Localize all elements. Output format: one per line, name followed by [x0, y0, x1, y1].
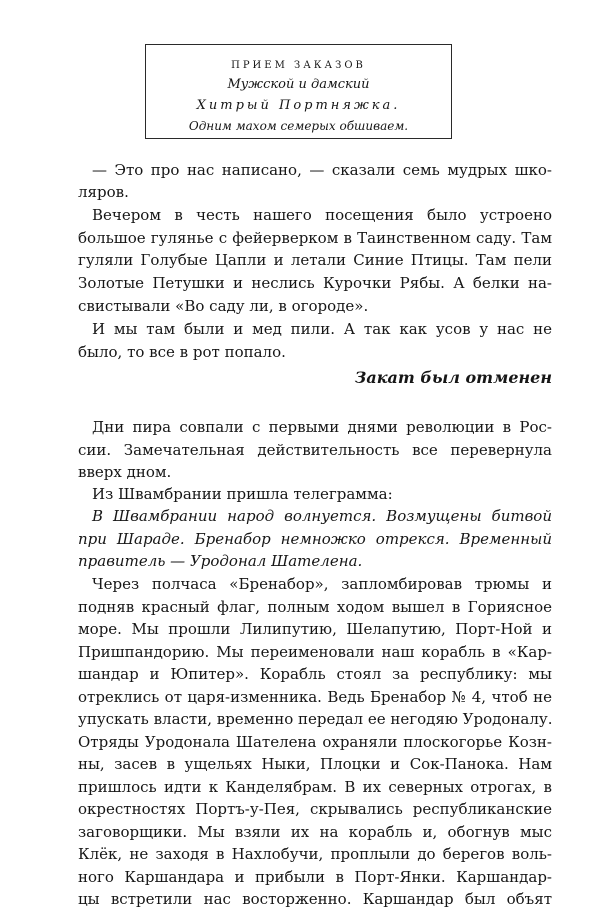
text-line: подняв красный флаг, полным ходом вышел в Гориясное [78, 598, 552, 616]
text-line: заговорщики. Мы взяли их на корабль и, обогнув мыс [78, 823, 552, 841]
text-line: вверх дном. [78, 463, 172, 481]
text-line: отреклись от царя-изменника. Ведь Бренабор № 4, чтоб не [78, 688, 552, 706]
text-line: цы встретили нас восторженно. Каршандар был объят [78, 890, 552, 908]
sign-line-3: Хитрый Портняжка. [196, 98, 401, 113]
text-line: Вечером в честь нашего посещения было устроено [92, 206, 552, 224]
text-line: упускать власти, временно передал ее негодяю Уродоналу. [78, 710, 553, 728]
sign-line-1: ПРИЕМ ЗАКАЗОВ [231, 60, 366, 71]
text-line: большое гулянье с фейерверком в Таинственном саду. Там [78, 229, 552, 247]
text-line: было, то все в рот попало. [78, 343, 286, 361]
sign-line-2: Мужской и дамский [227, 77, 370, 92]
order-sign-box [145, 44, 452, 139]
text-line: Через полчаса «Бренабор», запломбировав трюмы и [92, 575, 552, 593]
text-line: сии. Замечательная действительность все перевернула [78, 441, 552, 459]
text-line: ляров. [78, 183, 129, 201]
text-line: свистывали «Во саду ли, в огороде». [78, 297, 369, 315]
text-line: Пришпандорию. Мы переименовали наш корабль в «Кар- [78, 643, 552, 661]
text-line: ного Каршандара и прибыли в Порт-Янки. Каршандар- [78, 868, 552, 886]
text-line: Золотые Петушки и неслись Курочки Рябы. А белки на- [78, 274, 552, 292]
text-line: И мы там были и мед пили. А так как усов у нас не [92, 320, 552, 338]
text-line: — Это про нас написано, — сказали семь мудрых шко- [92, 161, 552, 179]
text-line: ны, засев в ущельях Ныки, Плоцки и Сок-Панока. Нам [78, 755, 552, 773]
telegram-line: при Шараде. Бренабор немножко отрекся. Временный [78, 530, 552, 548]
text-line: пришлось идти к Канделябрам. В их северных отрогах, в [78, 778, 552, 796]
text-line: шандар и Юпитер». Корабль стоял за республику: мы [78, 665, 552, 683]
text-line: Отряды Уродонала Шателена охраняли плоскогорье Козн- [78, 733, 552, 751]
text-line: море. Мы прошли Лилипутию, Шелапутию, Порт-Ной и [78, 620, 552, 638]
text-line: Из Швамбрании пришла телеграмма: [92, 485, 393, 503]
telegram-line: правитель — Уродонал Шателена. [78, 552, 363, 570]
telegram-line: В Швамбрании народ волнуется. Возмущены битвой [92, 507, 552, 525]
text-line: Дни пира совпали с первыми днями революции в Рос- [92, 418, 552, 436]
sign-line-4: Одним махом семерых обшиваем. [188, 119, 409, 133]
text-line: окрестностях Портъ-у-Пея, скрывались республиканские [78, 800, 552, 818]
section-heading: Закат был отменен [354, 368, 552, 387]
text-line: Клёк, не заходя в Нахлобучи, проплыли до берегов воль- [78, 845, 552, 863]
text-line: гуляли Голубые Цапли и летали Синие Птицы. Там пели [78, 251, 552, 269]
